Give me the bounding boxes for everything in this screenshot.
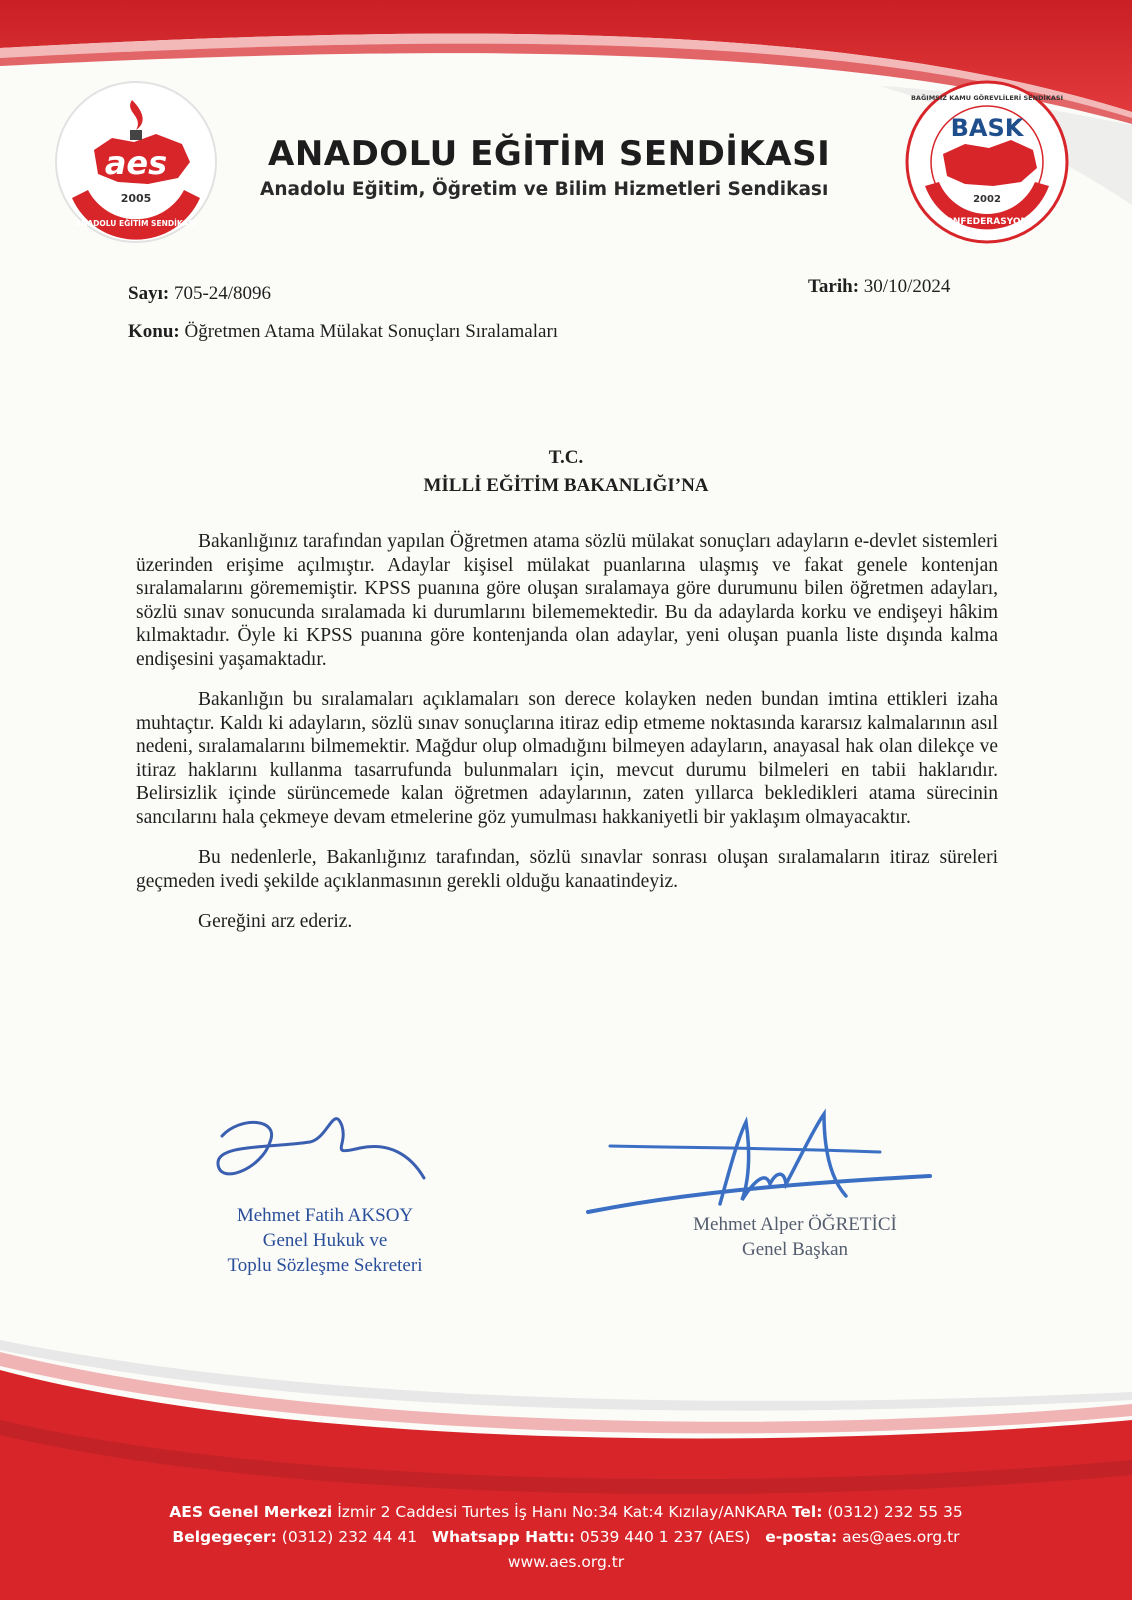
footer-hq-label: AES Genel Merkezi (169, 1503, 333, 1521)
footer-tel-label: Tel: (791, 1503, 823, 1521)
signature-left-name: Mehmet Fatih AKSOY (236, 1205, 414, 1226)
addressee-line1: T.C. (548, 447, 584, 468)
document-subject-value: Öğretmen Atama Mülakat Sonuçları Sıralamaları (184, 321, 559, 342)
body-paragraph: Bu nedenlerle, Bakanlığınız tarafından, sözlü sınavlar sonrası oluşan sıralamaların itiraz süreleri geçmeden ivedi şekilde açıklanmasının gerekli olduğu kanaatindeyiz. (136, 847, 998, 892)
signature-right-name: Mehmet Alper ÖĞRETİCİ (693, 1214, 897, 1235)
signature-mark-left (210, 1108, 430, 1198)
footer-fax-value: (0312) 232 44 41 (281, 1528, 418, 1546)
footer-contact-info (0, 1500, 1132, 1575)
signature-left (205, 1203, 445, 1278)
body-paragraph: Bakanlığınız tarafından yapılan Öğretmen atama sözlü mülakat sonuçları adayların e-devlet sistemleri üzerinden erişime açılmıştır. Adaylar kişisel mülakat puanlarına ulaşmış ve fakat genele kontenjan sıralamalarını görememiştir. KPSS puanına göre oluşan sıralamaya göre durumunu bilen öğretmen adayları, sözlü sınav sonucunda sıralamada ki durumlarını bilememektedir. Bu da adaylarda korku ve endişeyi hâkim kılmaktadır. Öyle ki KPSS puanına göre kontenjanda olan adaylar, yeni oluşan puanla liste dışında kalma endişesini yaşamaktadır. (136, 531, 998, 670)
signature-left-title-line1: Genel Hukuk ve (262, 1230, 388, 1251)
footer-tel-value: (0312) 232 55 35 (827, 1503, 963, 1521)
bask-logo-mark: BASK (950, 114, 1024, 142)
document-number (128, 283, 271, 305)
document-date (808, 276, 950, 298)
addressee (0, 444, 1132, 500)
aes-logo-year: 2005 (120, 192, 152, 205)
document-date-label: Tarih: (808, 276, 860, 297)
bask-logo-ring-bottom: KONFEDERASYONU (938, 217, 1036, 227)
document-subject (128, 321, 558, 343)
footer-website-link[interactable]: www.aes.org.tr (507, 1553, 625, 1571)
letter-body (136, 530, 998, 951)
organization-subtitle: Anadolu Eğitim, Öğretim ve Bilim Hizmetleri Sendikası (260, 179, 829, 200)
footer-fax-label: Belgegeçer: (172, 1528, 277, 1546)
footer-hq-address: İzmir 2 Caddesi Turtes İş Hanı No:34 Kat:4 Kızılay/ANKARA (337, 1503, 787, 1521)
signature-right (650, 1212, 940, 1262)
signature-mark-right (580, 1108, 940, 1218)
addressee-line2: MİLLİ EĞİTİM BAKANLIĞI’NA (423, 475, 709, 496)
organization-title: ANADOLU EĞİTİM SENDİKASI (268, 134, 831, 174)
bask-logo (903, 78, 1071, 246)
aes-logo (52, 78, 220, 246)
document-date-value: 30/10/2024 (863, 276, 951, 297)
footer-whatsapp-label: Whatsapp Hattı: (431, 1528, 575, 1546)
document-number-value: 705-24/8096 (173, 283, 272, 304)
footer-whatsapp-value: 0539 440 1 237 (AES) (579, 1528, 751, 1546)
document-subject-label: Konu: (128, 321, 180, 342)
signature-right-title: Genel Başkan (741, 1239, 849, 1260)
body-closing: Gereğini arz ederiz. (198, 911, 353, 932)
bask-logo-year: 2002 (973, 194, 1001, 205)
aes-logo-mark: aes (104, 144, 168, 182)
body-paragraph: Bakanlığın bu sıralamaları açıklamaları son derece kolayken neden bundan imtina ettikleri izaha muhtaçtır. Kaldı ki adayların, sözlü sınav sonuçlarına itiraz edip etmeme noktasında kararsız kalmalarının asıl nedeni, sıralamalarını bilmemektir. Mağdur olup olmadığını bilmeyen adayların, anayasal hak olan dilekçe ve itiraz haklarını kullanma tasarrufunda bulunmaları için, mevcut durumu bilmeleri en tabii haklarıdır. Belirsizlik içinde sürüncemede kalan öğretmen adaylarının, zaten yıllarca bekledikleri atama sürecinin sancılarını hala çekmeye devam etmelerine göz yumulması hakkaniyetli bir yaklaşım olmayacaktır. (136, 689, 998, 828)
footer-email-label: e-posta: (765, 1528, 838, 1546)
bask-logo-ring-top: BAĞIMSIZ KAMU GÖREVLİLERİ SENDİKASI (910, 94, 1064, 102)
aes-logo-ring-text: ANADOLU EĞİTİM SENDİKASI (75, 219, 197, 228)
footer-email-link[interactable]: aes@aes.org.tr (842, 1528, 960, 1546)
signature-left-title-line2: Toplu Sözleşme Sekreteri (227, 1255, 423, 1276)
document-number-label: Sayı: (128, 283, 170, 304)
